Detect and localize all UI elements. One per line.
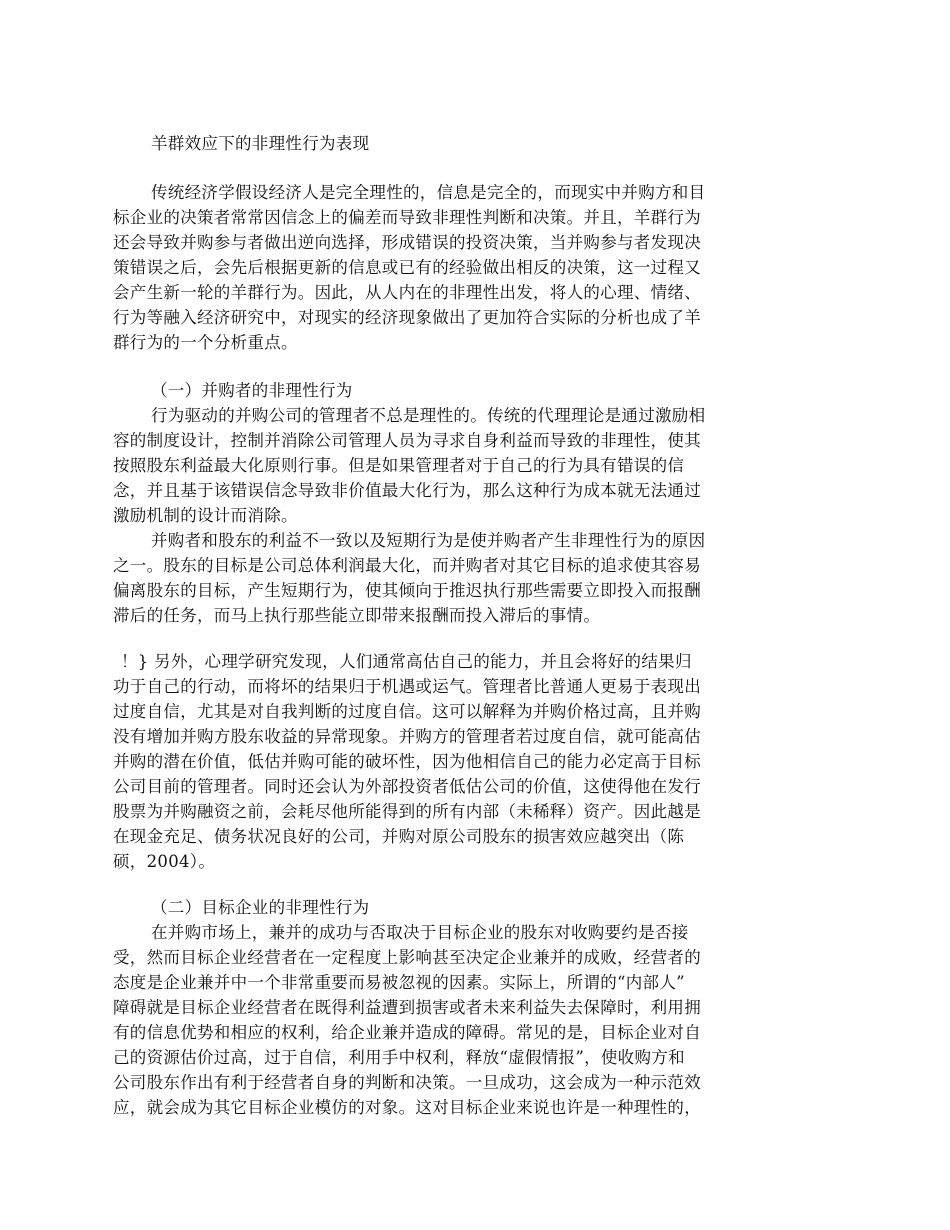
paragraph-line: 激励机制的设计而消除。: [113, 506, 298, 525]
paragraph-line: 之一。股东的目标是公司总体利润最大化，而并购者对其它目标的追求使其容易: [113, 556, 701, 575]
paragraph-line: 障碍就是目标企业经营者在既得利益遭到损害或者未来利益失去保障时，利用拥: [113, 998, 701, 1017]
paragraph-line: 受，然而目标企业经营者在一定程度上影响甚至决定企业兼并的成败，经营者的: [113, 948, 701, 967]
paragraph-line: 并购的潜在价值，低估并购可能的破坏性，因为他相信自己的能力必定高于目标: [113, 752, 701, 771]
paragraph-line: 念，并且基于该错误信念导致非价值最大化行为，那么这种行为成本就无法通过: [113, 481, 701, 500]
paragraph-line: 功于自己的行动，而将坏的结果归于机遇或运气。管理者比普通人更易于表现出: [113, 677, 701, 696]
paragraph-line: 并购者和股东的利益不一致以及短期行为是使并购者产生非理性行为的原因: [151, 531, 706, 550]
paragraph-line: 偏离股东的目标，产生短期行为，使其倾向于推迟执行那些需要立即投入而报酬: [113, 581, 701, 600]
paragraph-line: 态度是企业兼并中一个非常重要而易被忽视的因素。实际上，所谓的“内部人”: [113, 973, 685, 992]
paragraph-line: 按照股东利益最大化原则行事。但是如果管理者对于自己的行为具有错误的信: [113, 456, 685, 475]
intro-line: 群行为的一个分析重点。: [113, 333, 298, 352]
intro-line: 还会导致并购参与者做出逆向选择，形成错误的投资决策，当并购参与者发现决: [113, 233, 701, 252]
paragraph-line: 股票为并购融资之前，会耗尽他所能得到的所有内部（未稀释）资产。因此越是: [113, 802, 701, 821]
paragraph-line: 过度自信，尤其是对自我判断的过度自信。这可以解释为并购价格过高，且并购: [113, 702, 701, 721]
section1-heading: （一）并购者的非理性行为: [151, 381, 353, 400]
paragraph-line: 硕，2004）。: [113, 852, 216, 871]
paragraph-line: 滞后的任务，而马上执行那些能立即带来报酬而投入滞后的事情。: [113, 606, 601, 625]
section2-heading: （二）目标企业的非理性行为: [151, 898, 370, 917]
paragraph-line: 行为驱动的并购公司的管理者不总是理性的。传统的代理理论是通过激励相: [151, 406, 706, 425]
paragraph-line: 应，就会成为其它目标企业模仿的对象。这对目标企业来说也许是一种理性的，: [113, 1098, 701, 1117]
intro-line: 行为等融入经济研究中，对现实的经济现象做出了更加符合实际的分析也成了羊: [113, 308, 701, 327]
paragraph-line: 公司目前的管理者。同时还会认为外部投资者低估公司的价值，这使得他在发行: [113, 777, 701, 796]
document-title: 羊群效应下的非理性行为表现: [151, 134, 370, 153]
intro-line: 策错误之后，会先后根据更新的信息或已有的经验做出相反的决策，这一过程又: [113, 258, 701, 277]
paragraph-line: 公司股东作出有利于经营者自身的判断和决策。一旦成功，这会成为一种示范效: [113, 1073, 701, 1092]
paragraph-line: 没有增加并购方股东收益的异常现象。并购方的管理者若过度自信，就可能高估: [113, 727, 701, 746]
paragraph-line: 在并购市场上，兼并的成功与否取决于目标企业的股东对收购要约是否接: [151, 923, 689, 942]
intro-line: 会产生新一轮的羊群行为。因此，从人内在的非理性出发，将人的心理、情绪、: [113, 283, 701, 302]
paragraph-line: ！} 另外，心理学研究发现，人们通常高估自己的能力，并且会将好的结果归: [121, 652, 692, 671]
paragraph-line: 在现金充足、债务状况良好的公司，并购对原公司股东的损害效应越突出（陈: [113, 827, 685, 846]
paragraph-line: 己的资源估价过高，过于自信，利用手中权利，释放“虚假情报”，使收购方和: [113, 1048, 685, 1067]
paragraph-line: 容的制度设计，控制并消除公司管理人员为寻求自身利益而导致的非理性，使其: [113, 431, 701, 450]
paragraph-line: 有的信息优势和相应的权利，给企业兼并造成的障碍。常见的是，目标企业对自: [113, 1023, 701, 1042]
intro-line: 标企业的决策者常常因信念上的偏差而导致非理性判断和决策。并且，羊群行为: [113, 208, 701, 227]
intro-line: 传统经济学假设经济人是完全理性的，信息是完全的，而现实中并购方和目: [151, 183, 706, 202]
